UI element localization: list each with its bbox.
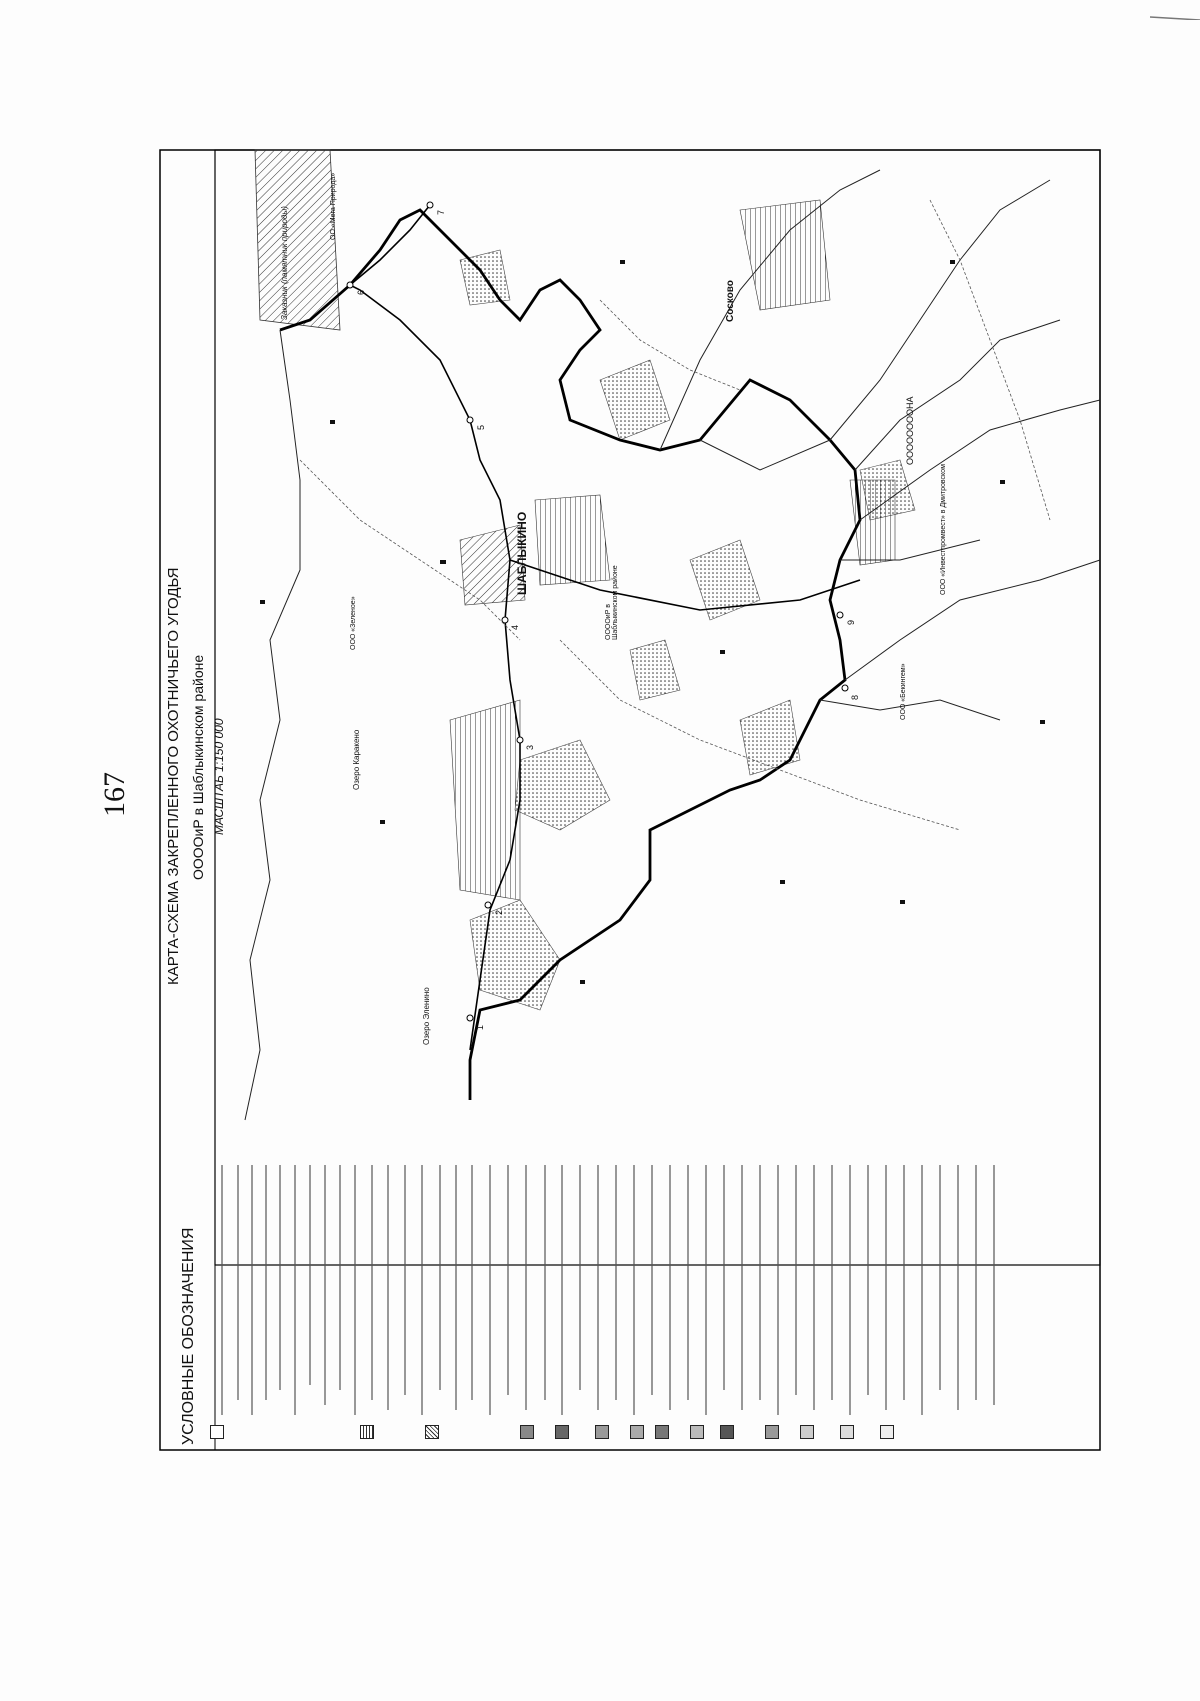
map-label-company-mid: ООООиР в Шаблыкинском районе: [605, 565, 619, 640]
map-label-firm-ne: ОО «Мега Природа»: [330, 172, 337, 240]
map-label-reserve: Заказник (памятник природы): [280, 206, 289, 320]
route-number: 9: [846, 619, 856, 625]
route-number: 4: [510, 624, 520, 630]
map-label-company-east: ООООООООНА: [905, 396, 915, 465]
map-subtitle: ООООиР в Шаблыкинском районе: [190, 654, 206, 880]
map-label-firm-southeast: ООО «Инвестпромвест» в Дмитровском: [940, 464, 947, 595]
route-number: 7: [436, 209, 446, 215]
hunting-ground-boundary: [280, 210, 860, 1100]
map-label-center-town: ШАБЛЫКИНО: [515, 511, 529, 595]
route-number: 5: [476, 424, 486, 430]
map-label-east-village: Сосково: [725, 280, 736, 322]
district-boundaries: [245, 170, 1100, 1120]
legend-title: УСЛОВНЫЕ ОБОЗНАЧЕНИЯ: [180, 1227, 197, 1445]
map-label-firm-south: ООО «Бекингем»: [900, 663, 907, 720]
map-scale: МАСШТАБ 1:150 000: [212, 718, 226, 835]
map-label-lake-west: Озеро Эленино: [422, 987, 431, 1045]
route-number: 3: [525, 744, 535, 750]
page-number: 167: [98, 772, 131, 817]
route-number: 1: [475, 1024, 485, 1030]
route-number: 2: [494, 909, 504, 915]
legend-text-lines: [200, 1160, 1100, 1430]
map-frame: [215, 150, 1100, 1265]
map-label-lake: Озеро Каракено: [352, 729, 361, 790]
map-title: КАРТА-СХЕМА ЗАКРЕПЛЕННОГО ОХОТНИЧЬЕГО УГОДЬЯ: [165, 567, 182, 985]
route-number: 6: [356, 289, 366, 295]
route-number: 8: [850, 694, 860, 700]
map-label-company-north: ООО «Зеленое»: [350, 596, 357, 650]
forest-patches: [460, 250, 915, 1010]
